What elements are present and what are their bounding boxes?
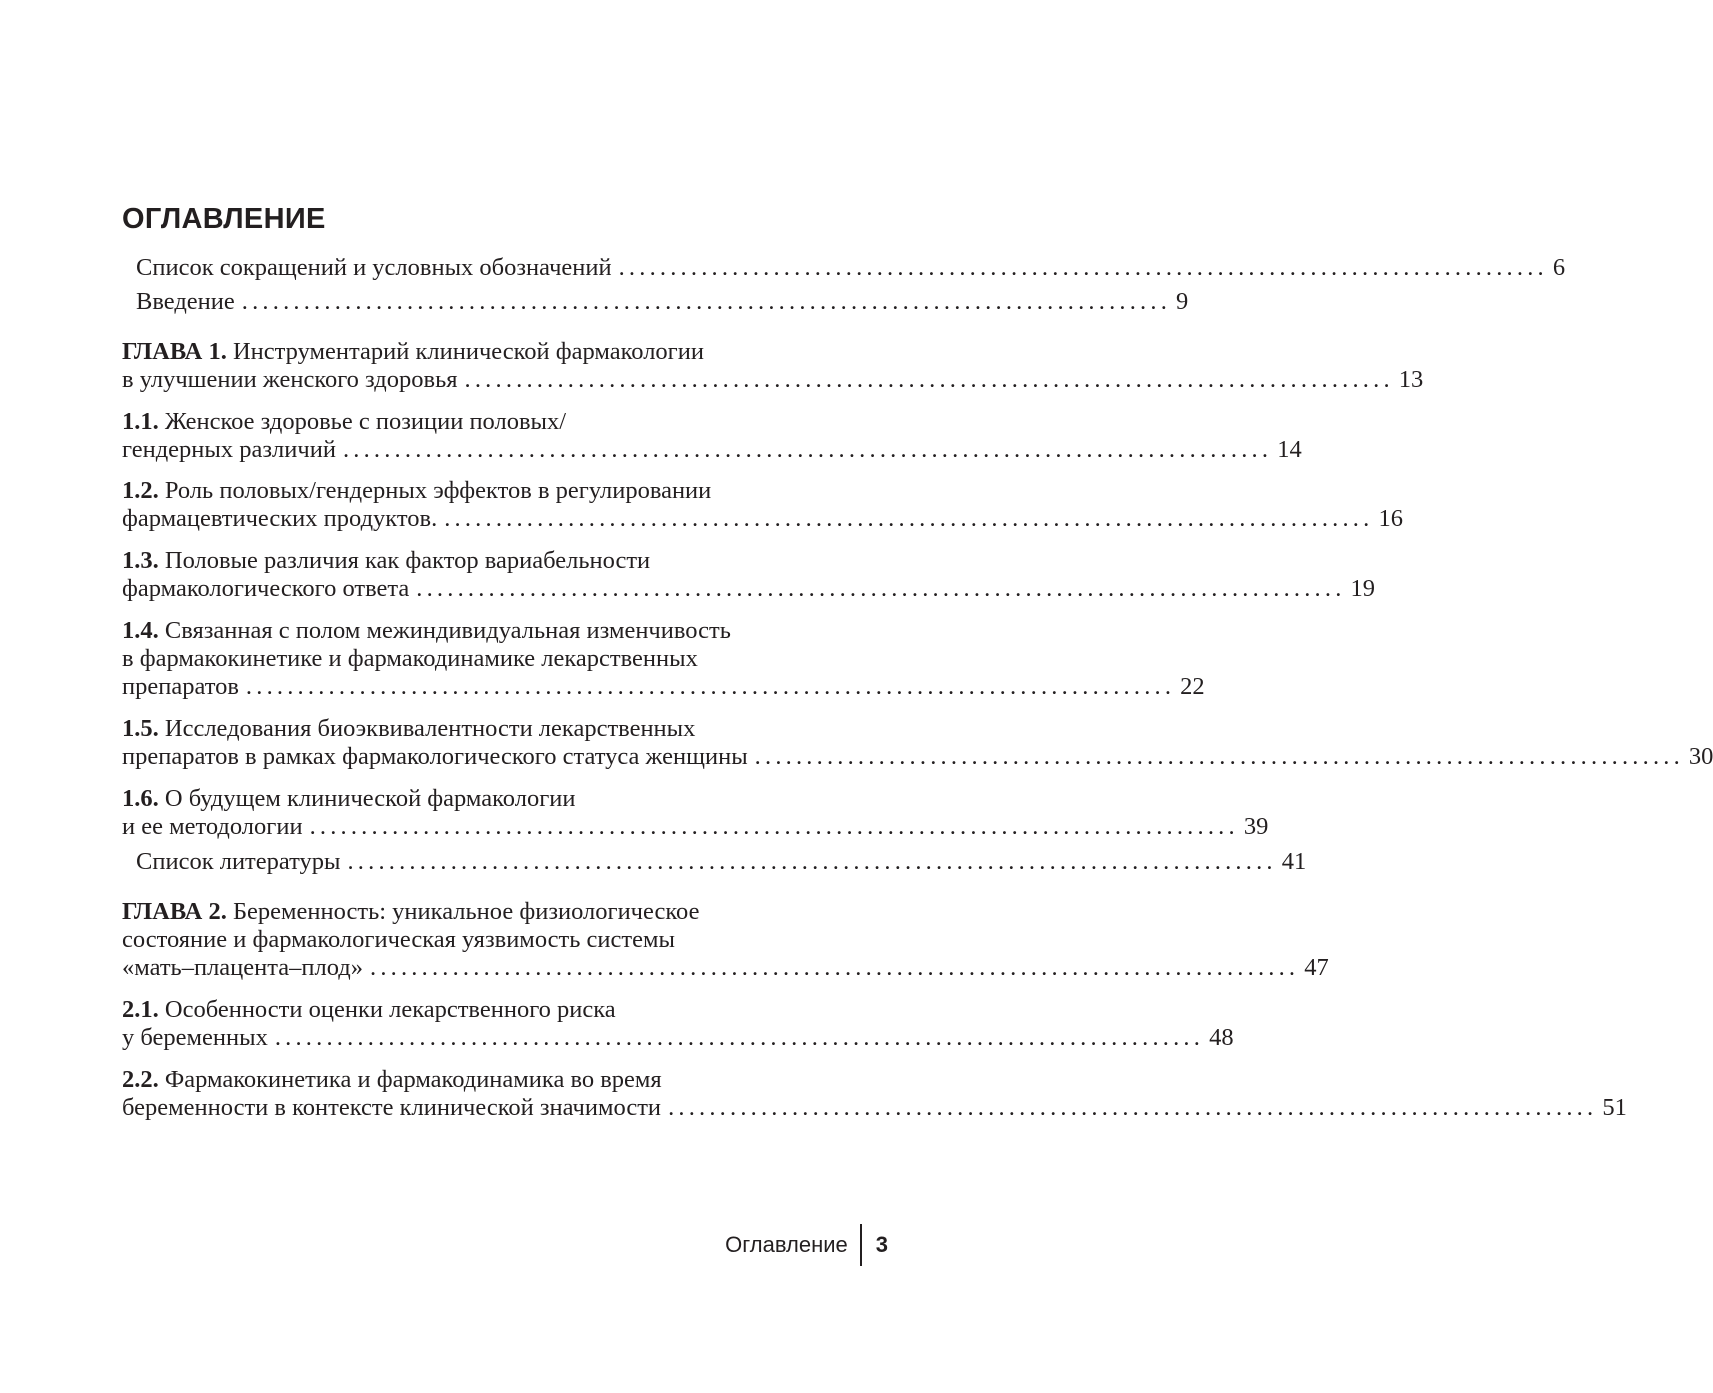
leader-dots: .......................................................................................... xyxy=(370,954,1300,981)
toc-entry-number: 1.5. xyxy=(122,715,159,742)
toc-entry-page: 9 xyxy=(1176,288,1189,315)
toc-entry-1-5[interactable] xyxy=(122,715,1713,771)
toc-entry-references[interactable] xyxy=(136,848,1307,876)
toc-entry-title-cont: фармакологического ответа xyxy=(122,575,410,602)
leader-dots: .......................................................................................... xyxy=(444,505,1374,532)
toc-entry-1-3[interactable] xyxy=(122,547,1376,603)
toc-entry-page: 47 xyxy=(1304,954,1329,981)
toc-entry-number: ГЛАВА 1. xyxy=(122,338,227,365)
toc-entry-page: 19 xyxy=(1350,575,1376,602)
toc-entry-title: Инструментарий клинической фармакологии xyxy=(226,338,704,365)
page-footer xyxy=(725,1226,888,1264)
toc-entry-number: 1.4. xyxy=(122,617,159,644)
toc-entry-page: 48 xyxy=(1209,1024,1234,1051)
toc-entry-number: 2.1. xyxy=(122,996,159,1023)
toc-entry-title-cont: и ее методологии xyxy=(122,813,303,840)
toc-entry-number: ГЛАВА 2. xyxy=(122,898,227,925)
toc-entry-chapter-2[interactable] xyxy=(122,898,1329,982)
toc-entry-number: 1.6. xyxy=(122,785,159,812)
toc-entry-2-2[interactable] xyxy=(122,1066,1627,1122)
toc-entry-introduction[interactable] xyxy=(136,288,1189,316)
toc-entry-title-cont: фармацевтических продуктов. xyxy=(122,505,438,532)
toc-entry-number: 1.3. xyxy=(122,547,159,574)
footer-divider xyxy=(860,1224,862,1266)
toc-entry-title-cont: препаратов xyxy=(122,673,239,700)
toc-entry-title: Список сокращений и условных обозначений xyxy=(136,254,612,281)
leader-dots: .......................................................................................... xyxy=(342,436,1273,463)
leader-dots: .......................................................................................... xyxy=(347,848,1277,875)
toc-entry-title: Беременность: уникальное физиологическое xyxy=(226,898,700,925)
toc-entry-title: Женское здоровье с позиции половых/ xyxy=(158,408,567,435)
toc-entry-title: Роль половых/гендерных эффектов в регулировании xyxy=(158,477,712,504)
toc-entry-title-cont: препаратов в рамках фармакологического статуса женщины xyxy=(122,743,748,770)
toc-entry-chapter-1[interactable] xyxy=(122,338,1424,394)
leader-dots: .......................................................................................... xyxy=(618,254,1548,281)
leader-dots: .......................................................................................... xyxy=(274,1024,1205,1051)
leader-dots: .......................................................................................... xyxy=(245,673,1176,700)
toc-entry-number: 1.2. xyxy=(122,477,159,504)
running-section-title: Оглавление xyxy=(725,1232,848,1257)
toc-entry-title-cont: гендерных различий xyxy=(122,436,336,463)
toc-entry-1-6[interactable] xyxy=(122,785,1269,841)
toc-entry-title-cont: «мать–плацента–плод» xyxy=(122,954,363,981)
toc-entry-2-1[interactable] xyxy=(122,996,1234,1052)
toc-entry-page: 6 xyxy=(1552,254,1566,281)
leader-dots: .......................................................................................... xyxy=(754,743,1684,770)
toc-entry-page: 41 xyxy=(1281,848,1307,875)
toc-entry-title: Особенности оценки лекарственного риска xyxy=(158,996,616,1023)
toc-entry-title-line: в фармакокинетике и фармакодинамике лекарственных xyxy=(122,645,698,672)
toc-entry-page: 14 xyxy=(1277,436,1302,463)
toc-entry-title: Связанная с полом межиндивидуальная изменчивость xyxy=(158,617,731,644)
toc-entry-page: 39 xyxy=(1243,813,1269,840)
toc-entry-title: Введение xyxy=(136,288,235,315)
toc-entry-abbreviations[interactable] xyxy=(136,254,1566,282)
toc-entry-title-line: состояние и фармакологическая уязвимость системы xyxy=(122,926,675,953)
leader-dots: .......................................................................................... xyxy=(309,813,1239,840)
toc-entry-number: 2.2. xyxy=(122,1066,159,1093)
leader-dots: .......................................................................................... xyxy=(464,366,1394,393)
toc-entry-number: 1.1. xyxy=(122,408,159,435)
toc-entry-title: О будущем клинической фармакологии xyxy=(158,785,576,812)
page-number: 3 xyxy=(875,1232,888,1257)
toc-entry-page: 51 xyxy=(1602,1094,1627,1121)
toc-entry-title-cont: в улучшении женского здоровья xyxy=(122,366,458,393)
toc-entry-title: Половые различия как фактор вариабельности xyxy=(158,547,651,574)
page-title: ОГЛАВЛЕНИЕ xyxy=(122,203,326,235)
toc-entry-title: Фармакокинетика и фармакодинамика во время xyxy=(158,1066,662,1093)
toc-entry-title-cont: у беременных xyxy=(122,1024,268,1051)
toc-entry-1-2[interactable] xyxy=(122,477,1403,533)
toc-entry-title: Исследования биоэквивалентности лекарственных xyxy=(158,715,696,742)
toc-entry-1-4[interactable] xyxy=(122,617,1205,701)
toc-entry-title: Список литературы xyxy=(136,848,341,875)
toc-entry-page: 22 xyxy=(1180,673,1205,700)
toc-entry-page: 16 xyxy=(1378,505,1403,532)
leader-dots: .......................................................................................... xyxy=(668,1094,1598,1121)
toc-entry-page: 30 xyxy=(1688,743,1713,770)
toc-entry-title-cont: беременности в контексте клинической значимости xyxy=(122,1094,662,1121)
leader-dots: .......................................................................................... xyxy=(416,575,1346,602)
toc-entry-page: 13 xyxy=(1398,366,1424,393)
toc-entry-1-1[interactable] xyxy=(122,408,1302,464)
leader-dots: .......................................................................................... xyxy=(241,288,1172,315)
